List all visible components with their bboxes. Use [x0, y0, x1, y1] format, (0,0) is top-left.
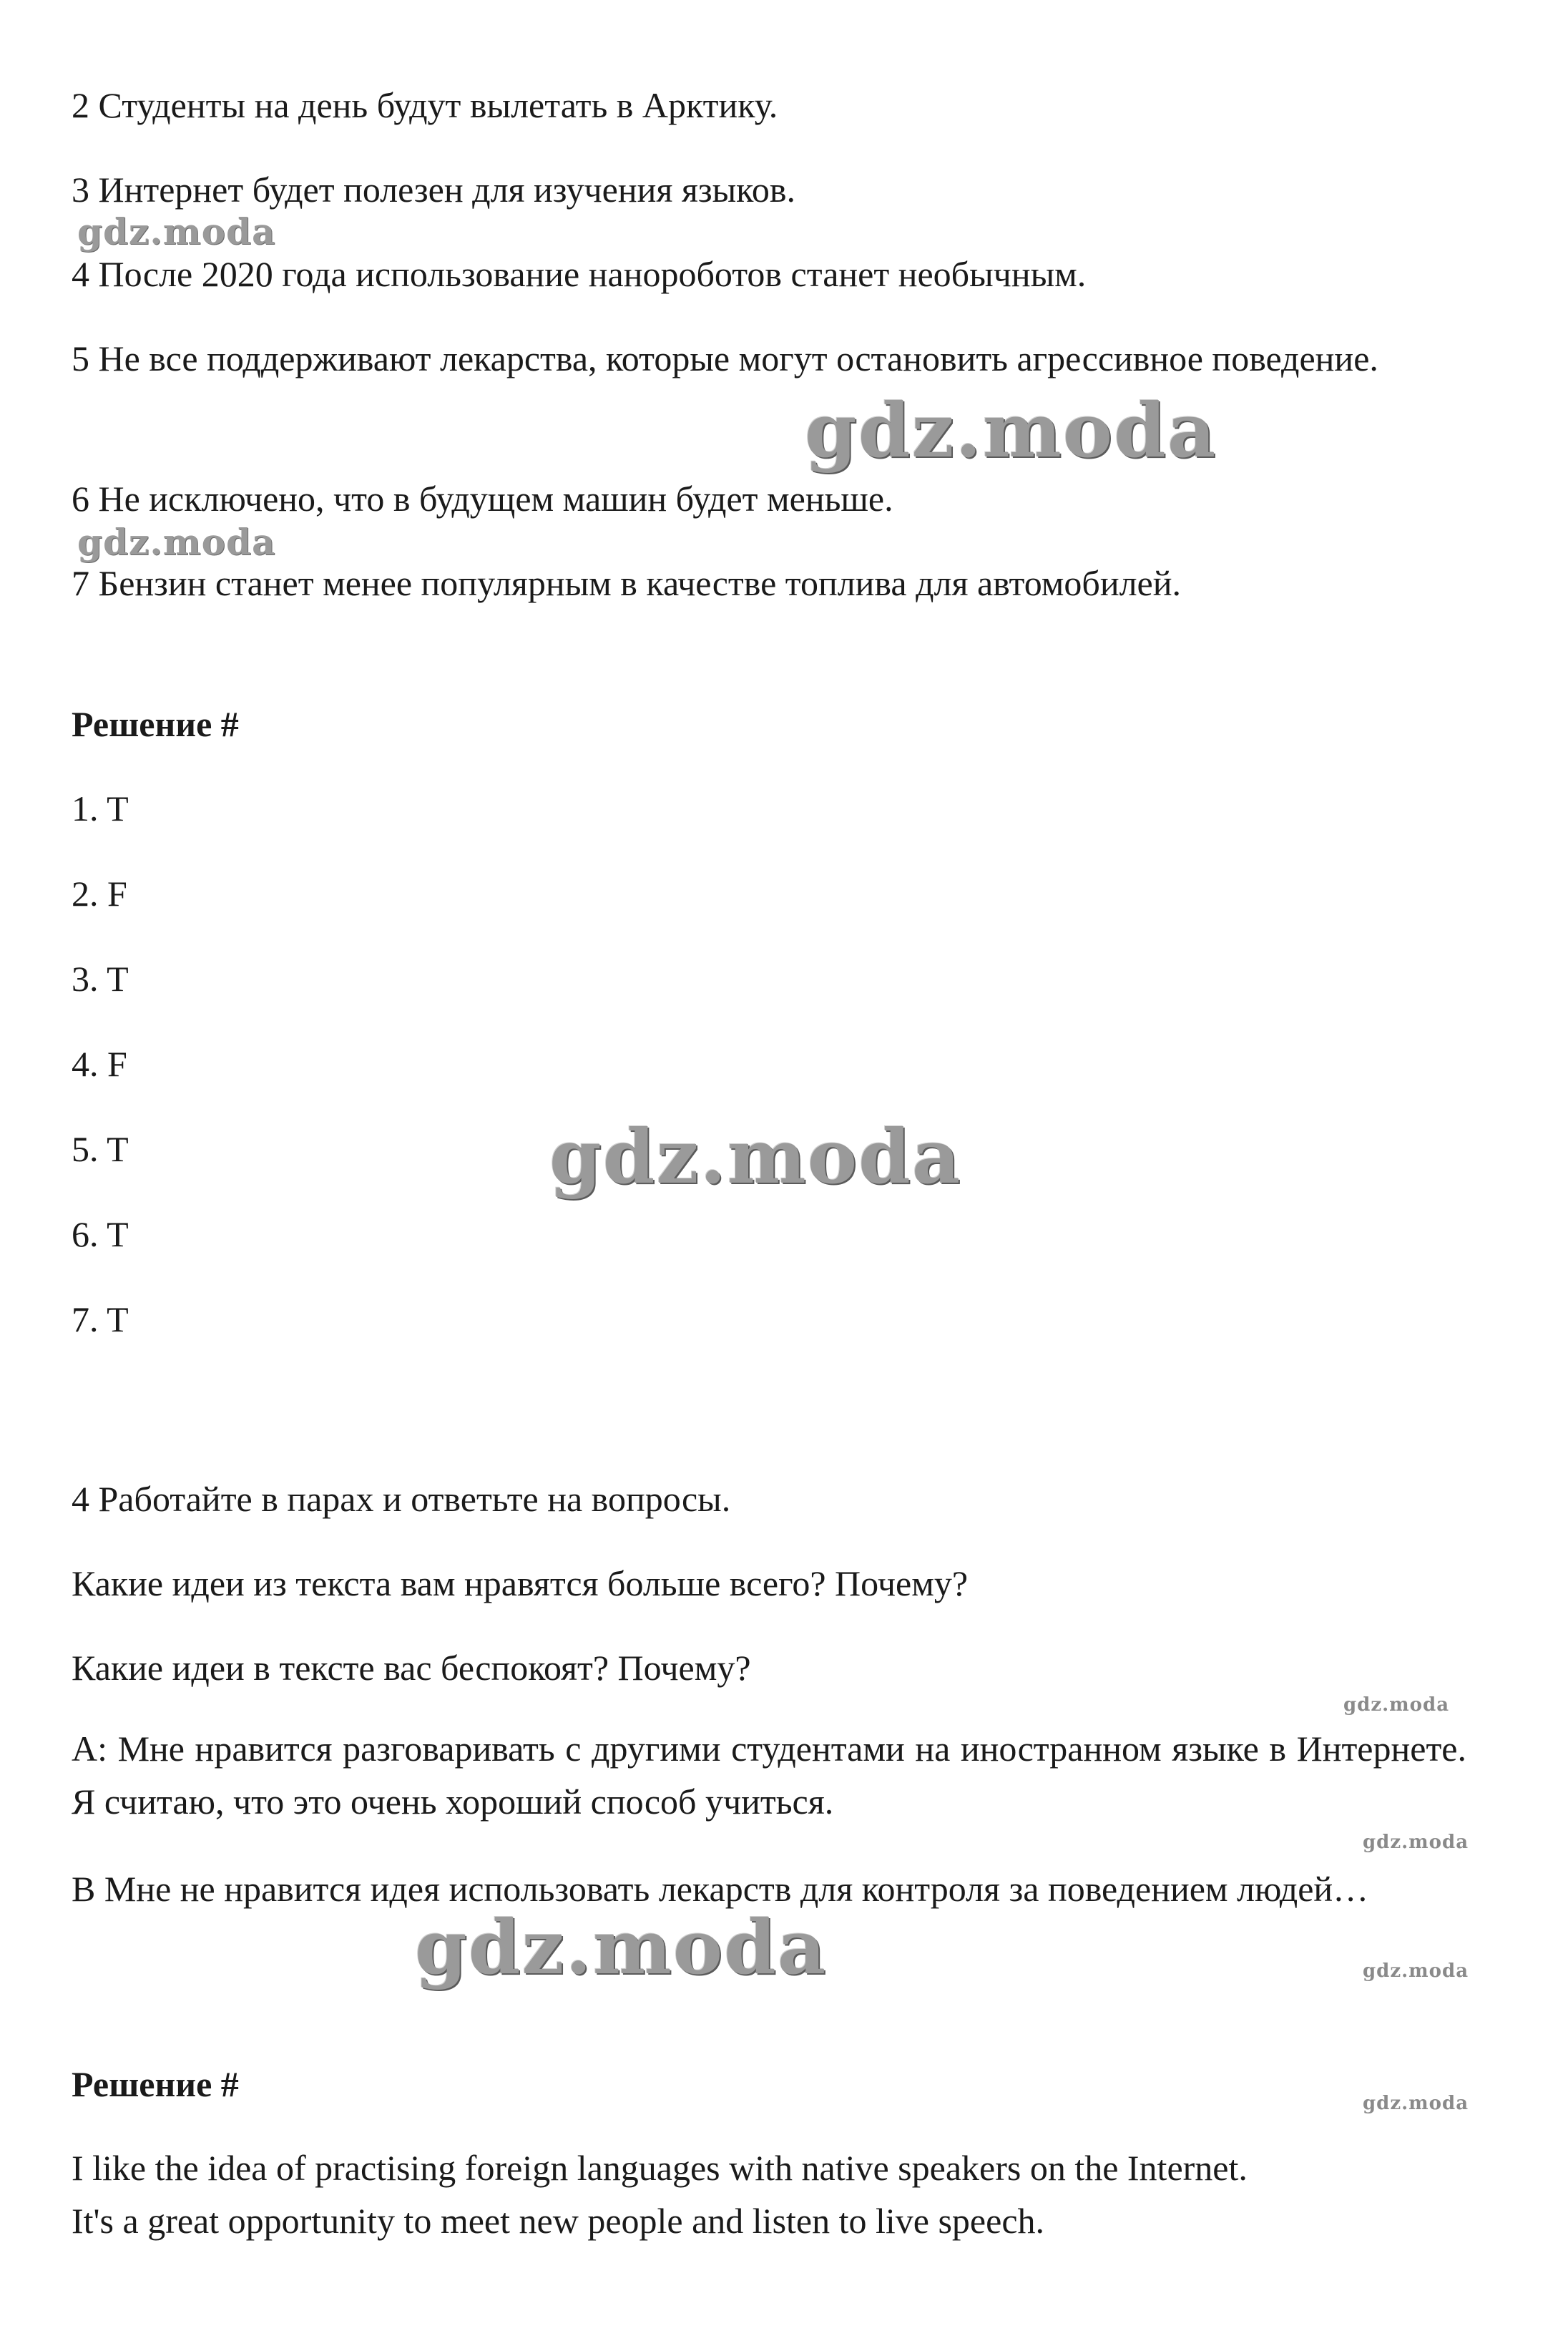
- solution-heading-2: Решение #: [72, 2064, 239, 2104]
- watermark: gdz.moda: [1363, 2093, 1469, 2114]
- statement-3: 3 Интернет будет полезен для изучения языков.: [72, 170, 796, 210]
- solution-2-line-1: I like the idea of practising foreign languages with native speakers on the Internet.: [72, 2148, 1248, 2188]
- task-4-answer-a: А: Мне нравится разговаривать с другими студентами на иностранном языке в Интернете. Я считаю, что это очень хороший способ учиться.: [72, 1729, 1466, 1822]
- watermark: gdz.moda: [415, 1903, 828, 1991]
- answer-3: 3. T: [72, 959, 129, 999]
- statement-4: 4 После 2020 года использование нанороботов станет необычным.: [72, 254, 1087, 294]
- answer-5: 5. T: [72, 1129, 129, 1169]
- answer-4: 4. F: [72, 1044, 127, 1084]
- answer-2: 2. F: [72, 874, 127, 914]
- watermark: gdz.moda: [1363, 1832, 1469, 1853]
- answer-1: 1. T: [72, 788, 129, 829]
- task-4-question-2: Какие идеи в тексте вас беспокоят? Почему?: [72, 1648, 751, 1688]
- task-4-question-1: Какие идеи из текста вам нравятся больше всего? Почему?: [72, 1563, 969, 1603]
- watermark: gdz.moda: [77, 521, 276, 563]
- answer-7: 7. T: [72, 1299, 129, 1339]
- watermark: gdz.moda: [77, 210, 276, 253]
- statement-7: 7 Бензин станет менее популярным в качестве топлива для автомобилей.: [72, 563, 1182, 603]
- watermark: gdz.moda: [1343, 1694, 1450, 1716]
- statement-2: 2 Студенты на день будут вылетать в Арктику.: [72, 85, 778, 125]
- task-4-title: 4 Работайте в парах и ответьте на вопросы.: [72, 1479, 731, 1519]
- watermark: gdz.moda: [549, 1113, 962, 1201]
- solution-heading-1: Решение #: [72, 704, 239, 744]
- task-4-answer-b: В Мне не нравится идея использовать лекарств для контроля за поведением людей…: [72, 1869, 1369, 1909]
- solution-2-line-2: It's a great opportunity to meet new people and listen to live speech.: [72, 2201, 1045, 2241]
- watermark: gdz.moda: [805, 386, 1217, 474]
- statement-5: 5 Не все поддерживают лекарства, которые могут остановить агрессивное поведение.: [72, 338, 1378, 378]
- watermark: gdz.moda: [1363, 1960, 1469, 1982]
- answer-6: 6. T: [72, 1214, 129, 1254]
- statement-6: 6 Не исключено, что в будущем машин будет меньше.: [72, 479, 893, 519]
